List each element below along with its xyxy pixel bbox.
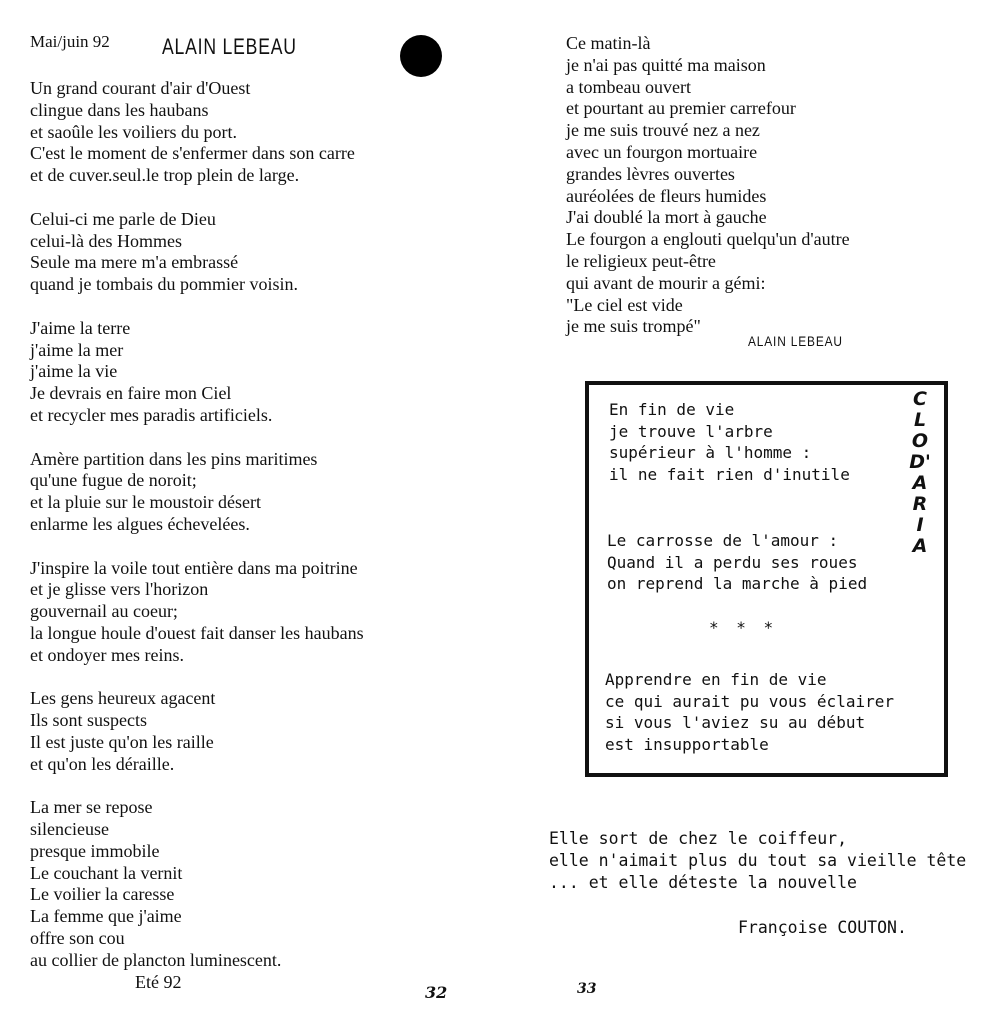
aphorism-separator: * * *	[709, 618, 778, 637]
text-line: Les gens heureux agacent	[30, 688, 216, 709]
text-line: et saoûle les voiliers du port.	[30, 121, 237, 142]
text-line: La femme que j'aime	[30, 906, 182, 927]
vertical-signature: C L O D' A R I A	[909, 388, 931, 557]
text-line: je me suis trompé"	[566, 316, 701, 337]
text-line: a tombeau ouvert	[566, 76, 691, 97]
poem-stanza	[30, 688, 500, 775]
aphorism-3	[605, 669, 894, 755]
text-line: Ils sont suspects	[30, 710, 147, 731]
text-line: le religieux peut-être	[566, 250, 716, 271]
right-poem-author: ALAIN LEBEAU	[748, 333, 843, 349]
text-line: J'inspire la voile tout entière dans ma poitrine	[30, 557, 358, 578]
text-line: la longue houle d'ouest fait danser les haubans	[30, 622, 364, 643]
text-line: je me suis trouvé nez a nez	[566, 120, 760, 141]
text-line: enlarme les algues échevelées.	[30, 513, 250, 534]
text-line: et je glisse vers l'horizon	[30, 579, 209, 600]
text-line: je trouve l'arbre	[609, 421, 773, 441]
text-line: grandes lèvres ouvertes	[566, 163, 735, 184]
aphorism-1	[609, 399, 850, 485]
text-line: Je devrais en faire mon Ciel	[30, 383, 232, 404]
text-line: est insupportable	[605, 734, 769, 754]
text-line: il ne fait rien d'inutile	[609, 464, 850, 484]
text-line: La mer se repose	[30, 797, 153, 818]
text-line: "Le ciel est vide	[566, 294, 683, 315]
page-number-right: 33	[577, 981, 597, 997]
text-line: et la pluie sur le moustoir désert	[30, 492, 261, 513]
text-line: offre son cou	[30, 928, 125, 949]
text-line: auréolées de fleurs humides	[566, 185, 767, 206]
text-line: C'est le moment de s'enfermer dans son carre	[30, 143, 355, 164]
date-heading: Mai/juin 92	[30, 32, 110, 51]
text-line: clingue dans les haubans	[30, 99, 209, 120]
poem-signoff-date: Eté 92	[135, 972, 182, 992]
text-line: Il est juste qu'on les raille	[30, 731, 214, 752]
bottom-aphorism-author: Françoise COUTON.	[738, 918, 907, 937]
text-line: et recycler mes paradis artificiels.	[30, 404, 273, 425]
poem-author-heading: ALAIN LEBEAU	[162, 34, 297, 59]
text-line: on reprend la marche à pied	[607, 574, 868, 593]
poem-stanza	[30, 449, 500, 536]
text-line: j'aime la vie	[30, 361, 118, 382]
text-line: Le fourgon a englouti quelqu'un d'autre	[566, 229, 850, 250]
text-line: ce qui aurait pu vous éclairer	[605, 691, 894, 711]
text-line: je n'ai pas quitté ma maison	[566, 54, 766, 75]
text-line: et qu'on les déraille.	[30, 753, 175, 774]
text-line: gouvernail au coeur;	[30, 601, 178, 622]
poem-stanza	[30, 209, 500, 296]
text-line: J'aime la terre	[30, 317, 131, 338]
text-line: qu'une fugue de noroit;	[30, 470, 197, 491]
text-line: Elle sort de chez le coiffeur,	[549, 829, 848, 848]
text-line: si vous l'aviez su au début	[605, 713, 866, 732]
text-line: Quand il a perdu ses roues	[607, 552, 858, 572]
text-line: Le voilier la caresse	[30, 884, 175, 905]
aphorism-2	[607, 530, 867, 595]
text-line: presque immobile	[30, 840, 160, 861]
text-line: supérieur à l'homme :	[609, 443, 812, 462]
poem-stanza	[30, 78, 500, 187]
left-poem	[30, 78, 500, 972]
text-line: J'ai doublé la mort à gauche	[566, 207, 767, 228]
text-line: qui avant de mourir a gémi:	[566, 272, 766, 293]
poem-stanza	[30, 558, 500, 667]
text-line: silencieuse	[30, 819, 109, 840]
text-line: et ondoyer mes reins.	[30, 644, 184, 665]
text-line: celui-là des Hommes	[30, 230, 182, 251]
text-line: elle n'aimait plus du tout sa vieille tête	[549, 851, 967, 870]
text-line: Amère partition dans les pins maritimes	[30, 448, 318, 469]
poem-stanza	[30, 797, 500, 971]
page-number-left: 32	[425, 983, 448, 1002]
text-line: avec un fourgon mortuaire	[566, 141, 758, 162]
text-line: Apprendre en fin de vie	[605, 670, 827, 689]
text-line: j'aime la mer	[30, 339, 124, 360]
framed-aphorisms-box	[585, 381, 948, 777]
text-line: Le carrosse de l'amour :	[607, 531, 839, 550]
text-line: Seule ma mere m'a embrassé	[30, 252, 239, 273]
text-line: quand je tombais du pommier voisin.	[30, 274, 298, 295]
right-poem	[566, 33, 986, 338]
poem-stanza	[30, 318, 500, 427]
text-line: ... et elle déteste la nouvelle	[549, 873, 857, 892]
text-line: au collier de plancton luminescent.	[30, 949, 282, 970]
black-dot-mark	[400, 35, 442, 77]
bottom-aphorism	[549, 828, 966, 894]
text-line: et pourtant au premier carrefour	[566, 98, 796, 119]
text-line: Un grand courant d'air d'Ouest	[30, 78, 251, 98]
text-line: Le couchant la vernit	[30, 862, 183, 883]
text-line: et de cuver.seul.le trop plein de large.	[30, 165, 300, 186]
text-line: Celui-ci me parle de Dieu	[30, 208, 216, 229]
text-line: Ce matin-là	[566, 33, 651, 53]
text-line: En fin de vie	[609, 400, 735, 419]
